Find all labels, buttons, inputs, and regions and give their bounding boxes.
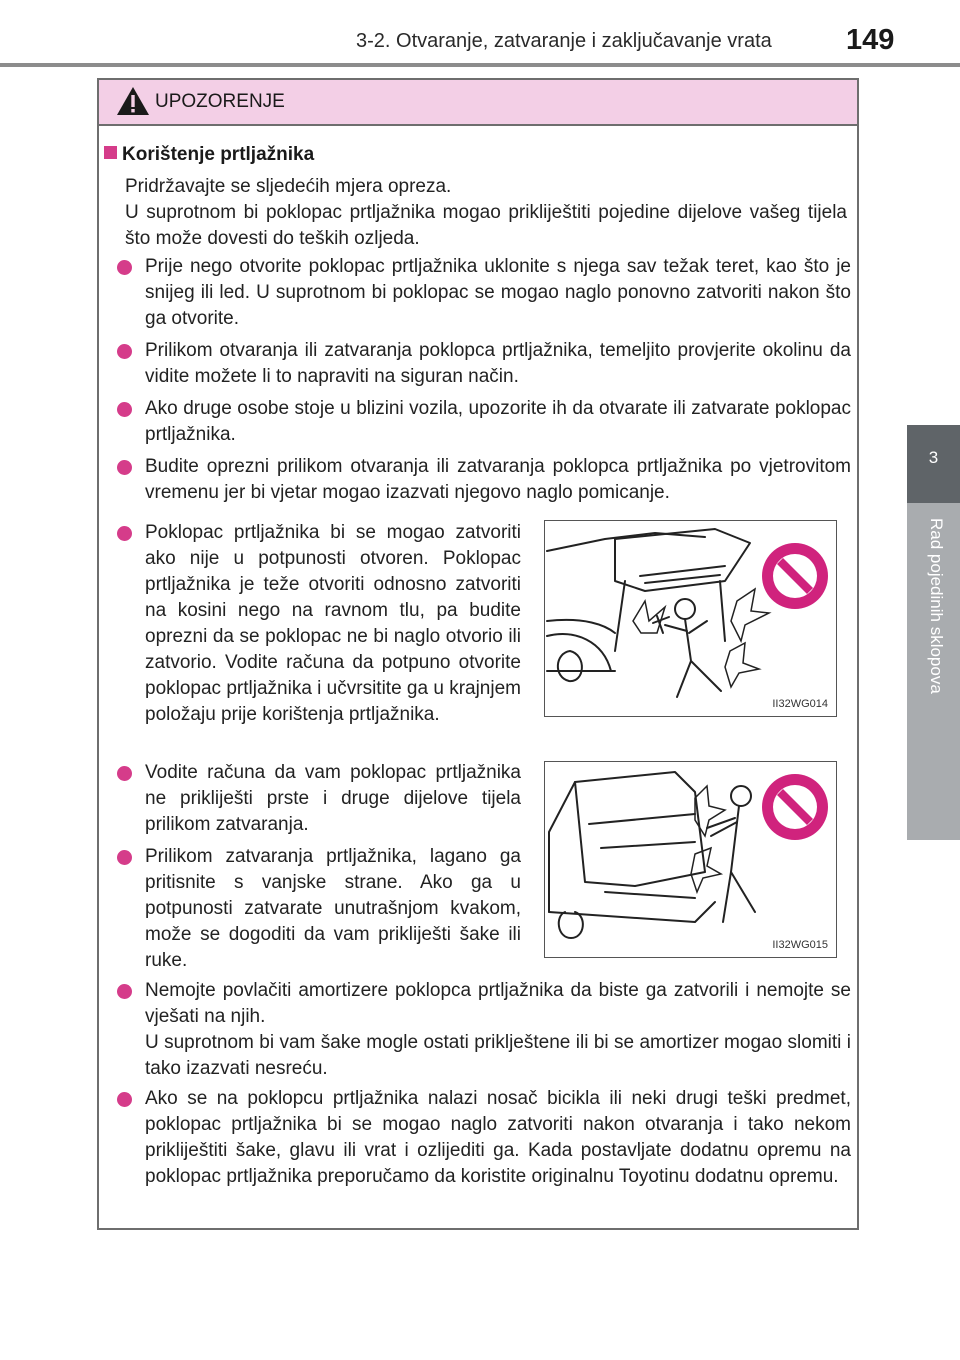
tailgate-closing-illustration-icon [545, 762, 835, 956]
bullet-4: Budite oprezni prilikom otvaranja ili zatvaranja poklopca prtljažnika po vjetrovitom vremenu jer bi vjetar mogao izazvati njegovo naglo pomicanje. [145, 456, 851, 503]
bullet-dot [117, 850, 132, 865]
header-title: 3-2. Otvaranje, zatvaranje i zaključavanje vrata [356, 30, 772, 52]
bullet-dot [117, 526, 132, 541]
warning-header [99, 80, 857, 126]
bullet-3: Ako druge osobe stoje u blizini vozila, upozorite ih da otvarate ili zatvarate poklopac prtljažnika. [145, 398, 851, 445]
bullet-7: Prilikom zatvaranja prtljažnika, lagano ga pritisnite s vanjske strane. Ako ga u potpunosti zatvarate unutrašnjom kvakom, može se dogoditi da vam prikliješti šake ili ruke. [145, 846, 521, 971]
section-heading: Korištenje prtljažnika [104, 144, 314, 166]
bullet-dot [117, 344, 132, 359]
chapter-number: 3 [928, 448, 939, 467]
intro-paragraph: U suprotnom bi poklopac prtljažnika mogao prikliještiti pojedine dijelove vašeg tijela što može dovesti do teških ozljeda. [125, 202, 847, 249]
bullet-dot [117, 766, 132, 781]
warning-triangle-icon [116, 86, 150, 116]
figure-code: II32WG015 [772, 939, 828, 951]
bullet-dot [117, 260, 132, 275]
page-number: 149 [846, 24, 895, 56]
warning-box [97, 78, 859, 1230]
figure-tailgate-opening [544, 520, 837, 717]
bullet-dot [117, 984, 132, 999]
bullet-dot [117, 460, 132, 475]
square-bullet-icon [104, 146, 117, 159]
bullet-8-extra: U suprotnom bi vam šake mogle ostati priklještene ili bi se amortizer mogao slomiti i tako izazvati nesreću. [145, 1032, 851, 1079]
chapter-title: Rad pojedinih sklopova [927, 518, 946, 694]
figure-tailgate-closing [544, 761, 837, 958]
bullet-5: Poklopac prtljažnika bi se mogao zatvoriti ako nije u potpunosti otvoren. Poklopac prtljažnika je teže otvoriti odnosno zatvoriti na kosini nego na ravnom tlu, pa budite oprezni da se poklopac ne bi naglo otvorio ili zatvorio. Vodite računa da potpuno otvorite poklopac prtljažnika i učvrsitite ga u krajnjem položaju prije korištenja prtljažnika. [145, 522, 521, 725]
bullet-8: Nemojte povlačiti amortizere poklopca prtljažnika da biste ga zatvorili i nemojte se vješati na njih. [145, 980, 851, 1027]
figure-code: II32WG014 [772, 698, 828, 710]
bullet-9: Ako se na poklopcu prtljažnika nalazi nosač bicikla ili neki drugi teški predmet, poklopac prtljažnika bi se mogao naglo zatvoriti nakon otvaranja i tako nekom prikliještiti šake, glavu ili vrat i ozlijediti ga. Kada postavljate dodatnu opremu na poklopac prtljažnika preporučamo da koristite originalnu Toyotinu dodatnu opremu. [145, 1088, 851, 1187]
header-rule [0, 63, 960, 67]
bullet-dot [117, 1092, 132, 1107]
bullet-6: Vodite računa da vam poklopac prtljažnika ne prikliješti prste i druge dijelove tijela prilikom zatvaranja. [145, 762, 521, 835]
intro-line-1: Pridržavajte se sljedećih mjera opreza. [125, 176, 452, 197]
tailgate-opening-illustration-icon [545, 521, 835, 715]
bullet-1: Prije nego otvorite poklopac prtljažnika uklonite s njega sav težak teret, kao što je snijeg ili led. U suprotnom bi poklopac se mogao naglo ponovno zatvoriti nakon što ga otvorite. [145, 256, 851, 329]
bullet-dot [117, 402, 132, 417]
bullet-2: Prilikom otvaranja ili zatvaranja poklopca prtljažnika, temeljito provjerite okolinu da vidite možete li to napraviti na siguran način. [145, 340, 851, 387]
warning-title: UPOZORENJE [155, 91, 285, 112]
